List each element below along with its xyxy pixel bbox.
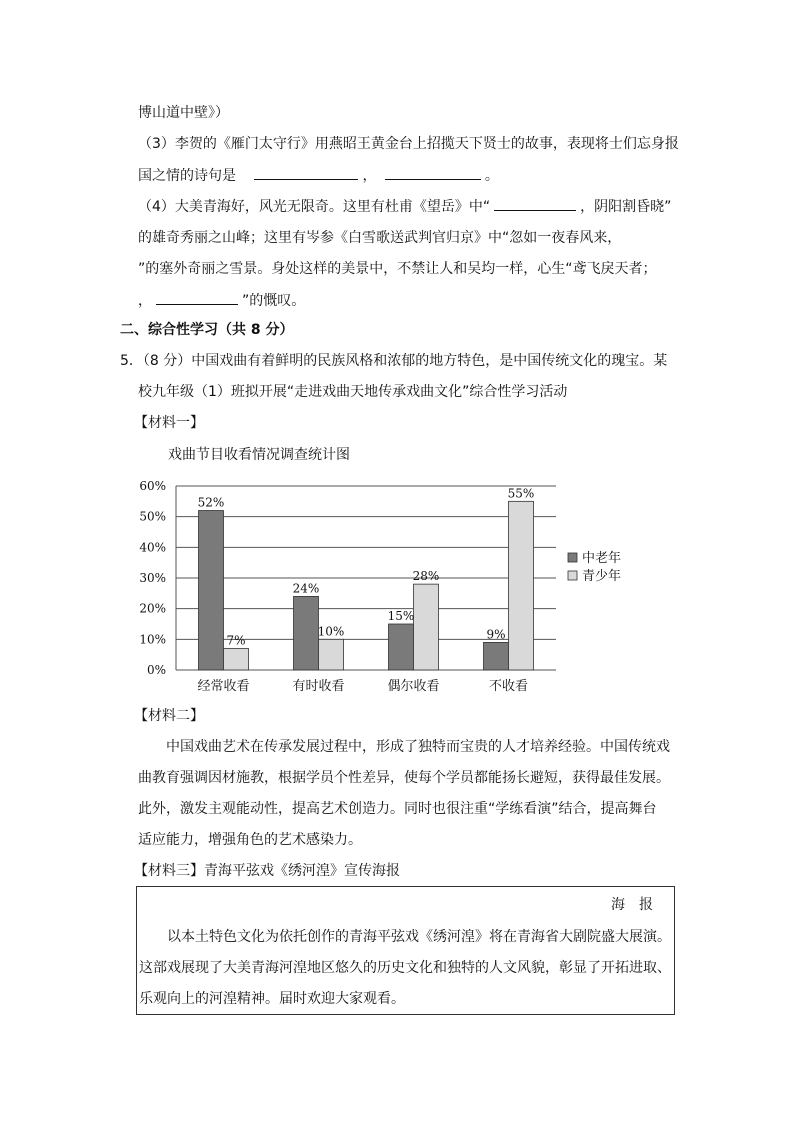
bar xyxy=(414,584,439,670)
chart-title: 戏曲节目收看情况调查统计图 xyxy=(168,447,350,463)
poster-line-1: 以本土特色文化为依托创作的青海平弦戏《绣河湟》将在青海省大剧院盛大展演。 xyxy=(167,929,671,945)
material-2-label: 【材料二】 xyxy=(134,708,204,724)
legend-label: 中老年 xyxy=(582,551,622,566)
answer-blank-2[interactable] xyxy=(385,165,481,180)
section-heading: 二、综合性学习（共 8 分） xyxy=(120,322,294,338)
material-1-label: 【材料一】 xyxy=(134,415,204,431)
poster-title: 海 报 xyxy=(611,897,653,913)
y-tick-label: 60% xyxy=(139,479,166,493)
bar xyxy=(199,511,224,670)
material-2-line-2: 曲教育强调因材施教，根据学员个性差异，使每个学员都能扬长避短，获得最佳发展。 xyxy=(138,770,670,786)
poem-source-line: 博山道中壁》） xyxy=(138,105,229,121)
comma: ， xyxy=(138,293,152,309)
material-2-line-4: 适应能力，增强角色的艺术感染力。 xyxy=(138,832,362,848)
bar-value-label: 7% xyxy=(226,633,246,648)
bar-value-label: 10% xyxy=(317,624,345,639)
bar xyxy=(389,624,414,670)
legend-label: 青少年 xyxy=(582,569,622,584)
bar-value-label: 55% xyxy=(507,486,535,501)
q4-prompt: （4）大美青海好，风光无限奇。这里有杜甫《望岳》中“ xyxy=(138,199,491,215)
bar-value-label: 52% xyxy=(197,495,225,510)
poster-line-3: 乐观向上的河湟精神。届时欢迎大家观看。 xyxy=(139,991,405,1007)
y-tick-label: 0% xyxy=(146,663,166,677)
q4-line-3: ”的塞外奇丽之雪景。身处这样的美景中，不禁让人和吴均一样，心生“鸢飞戾天者； xyxy=(138,261,657,277)
q4-line-4 xyxy=(138,290,305,311)
period: 。 xyxy=(484,168,499,184)
q3-prompt: 国之情的诗句是 xyxy=(138,168,236,184)
answer-blank-3[interactable] xyxy=(494,196,576,211)
legend-swatch xyxy=(568,553,577,562)
bar-chart xyxy=(126,478,646,698)
q4-line-4-tail: ”的慨叹。 xyxy=(242,293,306,309)
y-tick-label: 30% xyxy=(139,571,166,585)
bar xyxy=(319,639,344,670)
poster-line-2: 这部戏展现了大美青海河湟地区悠久的历史文化和独特的人文风貌，彰显了开拓进取、 xyxy=(139,960,671,976)
bar-value-label: 28% xyxy=(412,569,440,584)
y-tick-label: 50% xyxy=(139,509,166,524)
answer-blank-1[interactable] xyxy=(254,165,358,180)
poster-box xyxy=(136,886,675,1015)
material-3-label: 【材料三】青海平弦戏《绣河湟》宣传海报 xyxy=(134,863,400,879)
q3-line-2 xyxy=(138,165,499,186)
q5-line-1: 5．（8 分）中国戏曲有着鲜明的民族风格和浓郁的地方特色，是中国传统文化的瑰宝。某 xyxy=(120,353,668,369)
x-tick-label: 经常收看 xyxy=(197,679,250,694)
y-tick-label: 10% xyxy=(139,632,166,647)
bar xyxy=(294,596,319,670)
x-tick-label: 不收看 xyxy=(488,679,529,694)
material-2-line-1: 中国戏曲艺术在传承发展过程中，形成了独特而宝贵的人才培养经验。中国传统戏 xyxy=(166,739,670,755)
x-tick-label: 有时收看 xyxy=(292,679,345,694)
bar-value-label: 15% xyxy=(387,609,415,623)
q4-line-2: 的雄奇秀丽之山峰；这里有岑参《白雪歌送武判官归京》中“忽如一夜春风来， xyxy=(138,230,622,246)
comma: ， xyxy=(362,168,377,184)
material-2-line-3: 此外，激发主观能动性，提高艺术创造力。同时也很注重“学练看演”结合，提高舞台 xyxy=(138,801,657,817)
q5-line-2: 校九年级（1）班拟开展“走进戏曲天地传承戏曲文化”综合性学习活动 xyxy=(138,384,568,400)
bar-value-label: 9% xyxy=(486,627,506,642)
bar xyxy=(509,501,534,670)
bar xyxy=(484,642,509,670)
bar-value-label: 24% xyxy=(292,581,320,596)
x-tick-label: 偶尔收看 xyxy=(387,679,440,694)
bar xyxy=(224,649,249,670)
q4-line-1 xyxy=(138,196,671,217)
legend-swatch xyxy=(568,571,577,580)
q4-line-1-tail: ，阴阳割昏晓” xyxy=(580,199,672,215)
q3-line-1: （3）李贺的《雁门太守行》用燕昭王黄金台上招揽天下贤士的故事，表现将士们忘身报 xyxy=(138,136,679,152)
y-tick-label: 40% xyxy=(139,540,166,555)
y-tick-label: 20% xyxy=(139,601,166,616)
answer-blank-4[interactable] xyxy=(156,290,238,305)
